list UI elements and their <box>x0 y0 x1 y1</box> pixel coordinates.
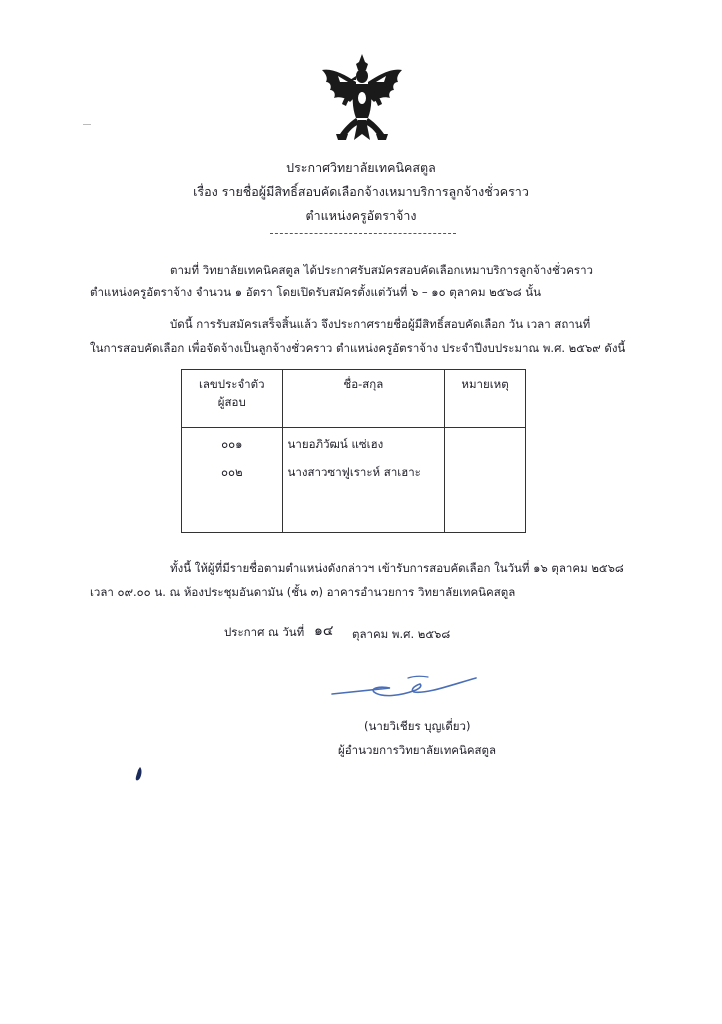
announce-date-prefix: ประกาศ ณ วันที่ <box>224 625 305 639</box>
paragraph-2-line-1: บัดนี้ การรับสมัครเสร็จสิ้นแล้ว จึงประกาศรายชื่อผู้มีสิทธิ์สอบคัดเลือก วัน เวลา สถานที่ <box>170 317 591 331</box>
header-candidate-id-line-2: ผู้สอบ <box>217 395 246 409</box>
announce-month-year: ตุลาคม พ.ศ. ๒๕๖๘ <box>352 627 451 641</box>
header-candidate-id-line-1: เลขประจำตัว <box>198 377 265 391</box>
table-header-row <box>182 370 526 428</box>
announcement-subject: เรื่อง รายชื่อผู้มีสิทธิ์สอบคัดเลือกจ้างเหมาบริการลูกจ้างชั่วคราว <box>193 184 529 199</box>
title-divider <box>270 233 456 234</box>
candidate-name-cell <box>282 428 445 533</box>
candidate-id-cell <box>182 428 283 533</box>
handwritten-signature-icon <box>330 668 480 704</box>
announce-day: ๑๔ <box>314 623 334 639</box>
scan-mark <box>83 124 91 131</box>
signer-title: ผู้อำนวยการวิทยาลัยเทคนิคสตูล <box>338 743 497 757</box>
header-full-name: ชื่อ-สกุล <box>282 370 445 428</box>
announcement-org: ประกาศวิทยาลัยเทคนิคสตูล <box>286 160 436 175</box>
candidate-name: นางสาวซาฟูเราะห์ สาเฮาะ <box>287 465 421 479</box>
header-candidate-id <box>182 370 283 428</box>
header-remarks: หมายเหตุ <box>445 370 526 428</box>
remarks-cell <box>445 428 526 533</box>
garuda-emblem-icon <box>318 52 406 144</box>
paragraph-1-line-1: ตามที่ วิทยาลัยเทคนิคสตูล ได้ประกาศรับสมัครสอบคัดเลือกเหมาบริการลูกจ้างชั่วคราว <box>170 263 594 277</box>
paragraph-1-line-2: ตำแหน่งครูอัตราจ้าง จำนวน ๑ อัตรา โดยเปิดรับสมัครตั้งแต่วันที่ ๖ – ๑๐ ตุลาคม ๒๕๖๘ นั้น <box>90 285 542 299</box>
signer-name: (นายวิเชียร บุญเดี่ยว) <box>364 719 471 733</box>
candidate-table <box>181 369 526 533</box>
candidate-id: ๐๐๑ <box>221 437 243 451</box>
announcement-position: ตำแหน่งครูอัตราจ้าง <box>305 208 417 223</box>
table-row <box>182 428 526 533</box>
candidate-id: ๐๐๒ <box>220 465 243 479</box>
paragraph-3-line-2: เวลา ๐๙.๐๐ น. ณ ห้องประชุมอันดามัน (ชั้น ๓) อาคารอำนวยการ วิทยาลัยเทคนิคสตูล <box>90 585 516 599</box>
paragraph-2-line-2: ในการสอบคัดเลือก เพื่อจัดจ้างเป็นลูกจ้างชั่วคราว ตำแหน่งครูอัตราจ้าง ประจำปีงบประมาณ พ.ศ. ๒๕๖๙ ดังนี้ <box>90 341 626 355</box>
paragraph-3-line-1: ทั้งนี้ ให้ผู้ที่มีรายชื่อตามตำแหน่งดังกล่าวฯ เข้ารับการสอบคัดเลือก ในวันที่ ๑๖ ตุลาคม ๒๕๖๘ <box>170 561 624 575</box>
candidate-name: นายอภิวัฒน์ แซ่เฮง <box>287 437 384 451</box>
ink-blot-mark <box>134 766 144 782</box>
